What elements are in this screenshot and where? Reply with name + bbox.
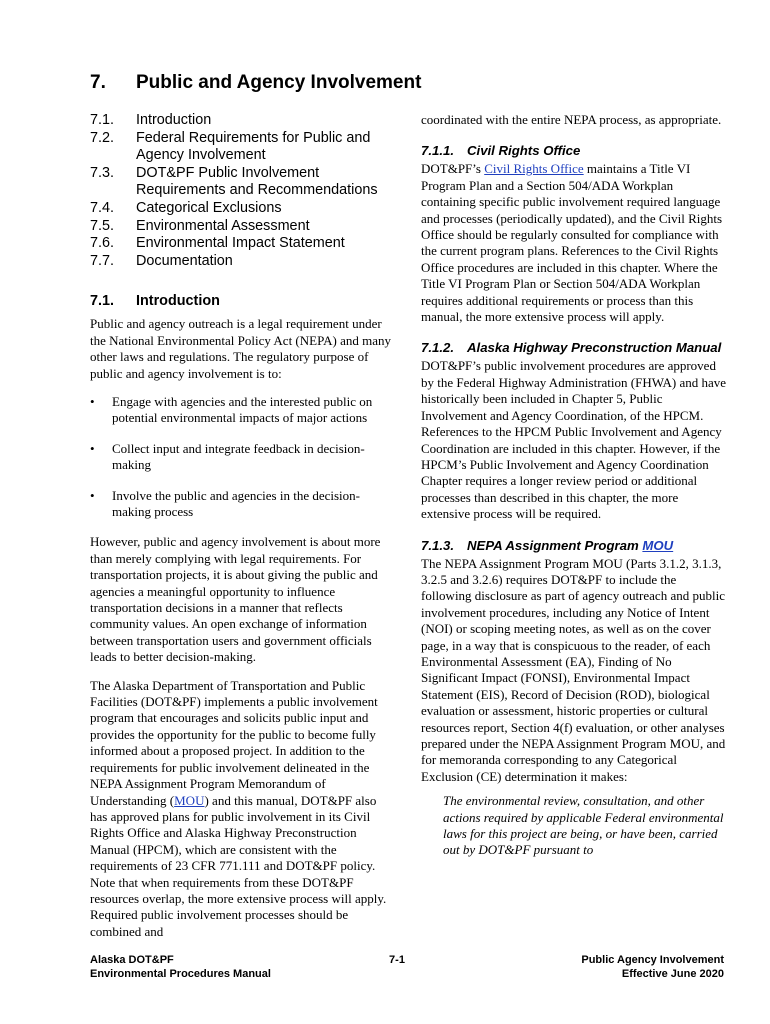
hpcm-paragraph: DOT&PF’s public involvement procedures are approved by the Federal Highway Administration (FHWA) and have historically been included in Chapter 5, Public Involvement and Agency Coordination, of the HPCM. References to the HPCM Public Involvement and Agency Coordination are included in this chapter. However, if the HPCM’s Public Involvement and Agency Coordination Chapter requires a longer review period or additional processes than described in this chapter, the more extensive process will be required. [421,358,727,522]
toc-item [90,200,392,218]
mou-link[interactable]: MOU [174,792,205,808]
toc-item-number: 7.7. [90,252,115,269]
toc-item [90,253,392,271]
toc-item-number: 7.1. [90,112,115,128]
subsection-heading-civil-rights-office [421,142,727,159]
chapter-title-text: Public and Agency Involvement [136,72,422,93]
footer-agency: Alaska DOT&PF [90,954,174,966]
subsection-title: Civil Rights Office [467,143,581,159]
page-number: 7-1 [389,954,405,966]
toc-item-number: 7.3. [90,164,115,181]
intro-paragraph: Public and agency outreach is a legal requirement under the National Environmental Policy Act (NEPA) and many other laws and regulations. The regulatory purpose of public and agency involvement is to: [90,316,391,381]
toc-item [90,165,392,200]
toc-item-number: 7.6. [90,235,115,252]
bullet-icon: • [90,440,95,456]
subsection-title: NEPA Assignment Program [467,537,643,553]
dotpf-program-paragraph [90,678,392,941]
toc-item-label: Introduction [136,112,212,128]
civil-rights-paragraph [421,161,727,325]
bullet-icon: • [90,487,95,503]
bullet-text: Engage with agencies and the interested public on potential environmental impacts of major actions [112,393,373,426]
chapter-number: 7. [90,72,106,93]
disclosure-quote: The environmental review, consultation, and other actions required by applicable Federal environmental laws for this project are being, or have been, carried out by DOT&PF pursuant to [443,793,724,858]
table-of-contents [90,112,392,270]
toc-item [90,218,392,236]
toc-item-label: Documentation [136,252,233,269]
toc-item-number: 7.5. [90,217,115,234]
section-number: 7.1. [90,293,115,310]
section-heading-introduction [90,292,392,310]
toc-item-label: Categorical Exclusions [136,199,282,216]
toc-item [90,235,392,253]
toc-item [90,112,392,130]
footer-effective-date: Effective June 2020 [621,968,724,980]
footer-chapter-name: Public Agency Involvement [581,954,724,966]
subsection-number: 7.1.3. [421,537,454,553]
bullet-icon: • [90,393,95,409]
toc-item-number: 7.2. [90,129,115,146]
paragraph-text: DOT&PF’s [421,161,485,177]
purpose-bullet-list [90,394,392,520]
left-column [90,112,392,952]
toc-item-label: Federal Requirements for Public and Agency Involvement [136,129,371,164]
list-item [90,394,392,427]
subsection-number: 7.1.1. [421,143,454,159]
toc-item-label: Environmental Impact Statement [136,235,345,252]
civil-rights-office-link[interactable]: Civil Rights Office [484,161,584,177]
toc-item-label: Environmental Assessment [136,217,310,234]
subsection-heading-nepa-mou [421,537,727,554]
subsection-number: 7.1.2. [421,340,454,356]
bullet-text: Involve the public and agencies in the decision-making process [112,487,361,519]
nepa-mou-paragraph: The NEPA Assignment Program MOU (Parts 3.1.2, 3.1.3, 3.2.5 and 3.2.6) requires DOT&PF to include the following disclosure as part of agency outreach and public involvement procedures, including any Notice of Intent (NOI) or scoping meeting notes, as well as on the cover page, in a way that is conspicuous to the reader, of each Environmental Assessment (EA), Finding of No Significant Impact (FONSI), Environmental Impact Statement (EIS), Record of Decision (ROD), biological evaluation or assessment, historic properties or cultural resources report, Section 4(f) evaluation, or other analyses prepared under the NEPA Assignment Program MOU, and for memoranda corresponding to any Categorical Exclusion (CE) determination it makes: [421,555,726,784]
chapter-title [90,70,710,96]
subsection-title: Alaska Highway Preconstruction Manual [467,340,722,356]
right-column [421,112,727,859]
paragraph-text: ) and this manual, DOT&PF also has approved plans for public involvement in its Civil Rights Office and Alaska Highway Preconstruction Manual (HPCM), which are consistent with the requirements of 23 CFR 771.111 and DOT&PF policy. Note that when requirements from these DOT&PF resources overlap, the more extensive process will apply. Required public involvement processes should be combined and [90,792,387,939]
list-item [90,441,392,474]
toc-item [90,130,392,165]
subsection-heading-hpcm [421,339,727,356]
toc-item-label: DOT&PF Public Involvement Requirements and Recommendations [136,164,378,199]
involvement-paragraph: However, public and agency involvement is about more than merely complying with legal requirements. For transportation projects, it is about giving the public and agencies a meaningful opportunity to influence transportation decisions in a manner that reflects community values. An open exchange of information between transportation users and government officials leads to better decision-making. [90,534,381,665]
mou-heading-link[interactable]: MOU [642,537,674,553]
paragraph-text: maintains a Title VI Program Plan and a Section 504/ADA Workplan containing specific public involvement required language and processes (periodically updated), and the Civil Rights Office should be regularly consulted for compliance with the current program plans. References to the Civil Rights Office procedures are included in this chapter. Where the Title VI Program Plan or Section 504/ADA Workplan requires additional requirements or process than this manual, the more extensive process will apply. [421,161,723,325]
paragraph-text: The Alaska Department of Transportation and Public Facilities (DOT&PF) implements a public involvement program that encourages and solicits public input and provides the opportunity for the public to become fully informed about a proposed project. In addition to the requirements for public involvement delineated in the NEPA Assignment Program Memorandum of Understanding ( [90,677,378,808]
footer-manual-name: Environmental Procedures Manual [90,968,271,980]
footer-left [90,953,271,981]
bullet-text: Collect input and integrate feedback in decision-making [112,440,365,473]
section-title: Introduction [136,293,220,310]
footer-right [581,953,724,981]
toc-item-number: 7.4. [90,199,115,216]
continued-paragraph: coordinated with the entire NEPA process, as appropriate. [421,112,722,127]
list-item [90,488,392,521]
